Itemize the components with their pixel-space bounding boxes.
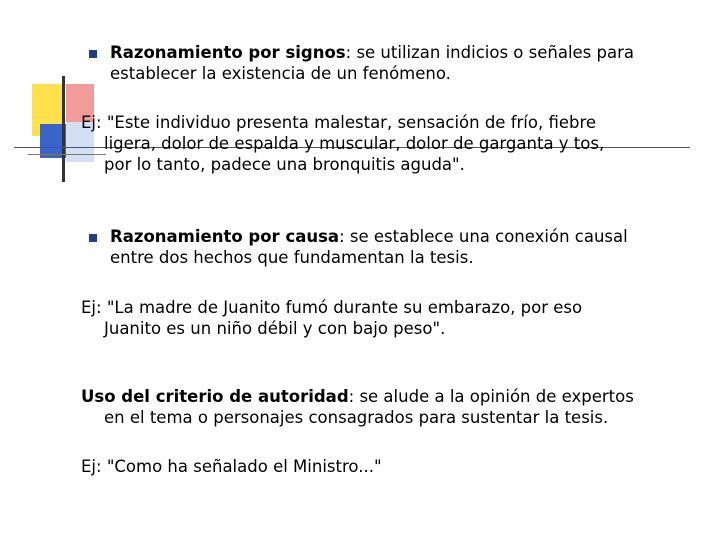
example-signos-line-2: ligera, dolor de espalda y muscular, dolor de garganta y tos, xyxy=(104,134,605,153)
item-signos xyxy=(110,42,634,84)
example-causa-line-1: Ej: "La madre de Juanito fumó durante su embarazo, por eso xyxy=(81,298,583,317)
item-signos-text-2: establecer la existencia de un fenómeno. xyxy=(110,64,451,83)
decor-vertical-line xyxy=(62,76,65,182)
bullet-square-icon xyxy=(89,234,97,242)
item-causa-text: : se establece una conexión causal xyxy=(339,227,628,246)
example-signos-line-1: Ej: "Este individuo presenta malestar, sensación de frío, fiebre xyxy=(81,113,597,132)
item-autoridad-text: : se alude a la opinión de expertos xyxy=(348,387,634,406)
item-causa xyxy=(110,226,628,268)
item-causa-text-2: entre dos hechos que fundamentan la tesis. xyxy=(110,248,474,267)
item-autoridad-title: Uso del criterio de autoridad xyxy=(81,387,349,406)
example-causa-line-2: Juanito es un niño débil y con bajo peso". xyxy=(104,319,446,338)
example-signos xyxy=(81,112,604,175)
example-signos-line-3: por lo tanto, padece una bronquitis aguda". xyxy=(104,155,465,174)
item-autoridad xyxy=(81,386,634,428)
item-causa-title: Razonamiento por causa xyxy=(110,227,340,246)
item-signos-text: : se utilizan indicios o señales para xyxy=(345,43,634,62)
example-autoridad xyxy=(81,456,382,477)
item-autoridad-text-2: en el tema o personajes consagrados para sustentar la tesis. xyxy=(104,408,609,427)
example-autoridad-line-1: Ej: "Como ha señalado el Ministro..." xyxy=(81,457,382,476)
bullet-square-icon xyxy=(89,50,97,58)
item-signos-title: Razonamiento por signos xyxy=(110,43,346,62)
example-causa xyxy=(81,297,582,339)
